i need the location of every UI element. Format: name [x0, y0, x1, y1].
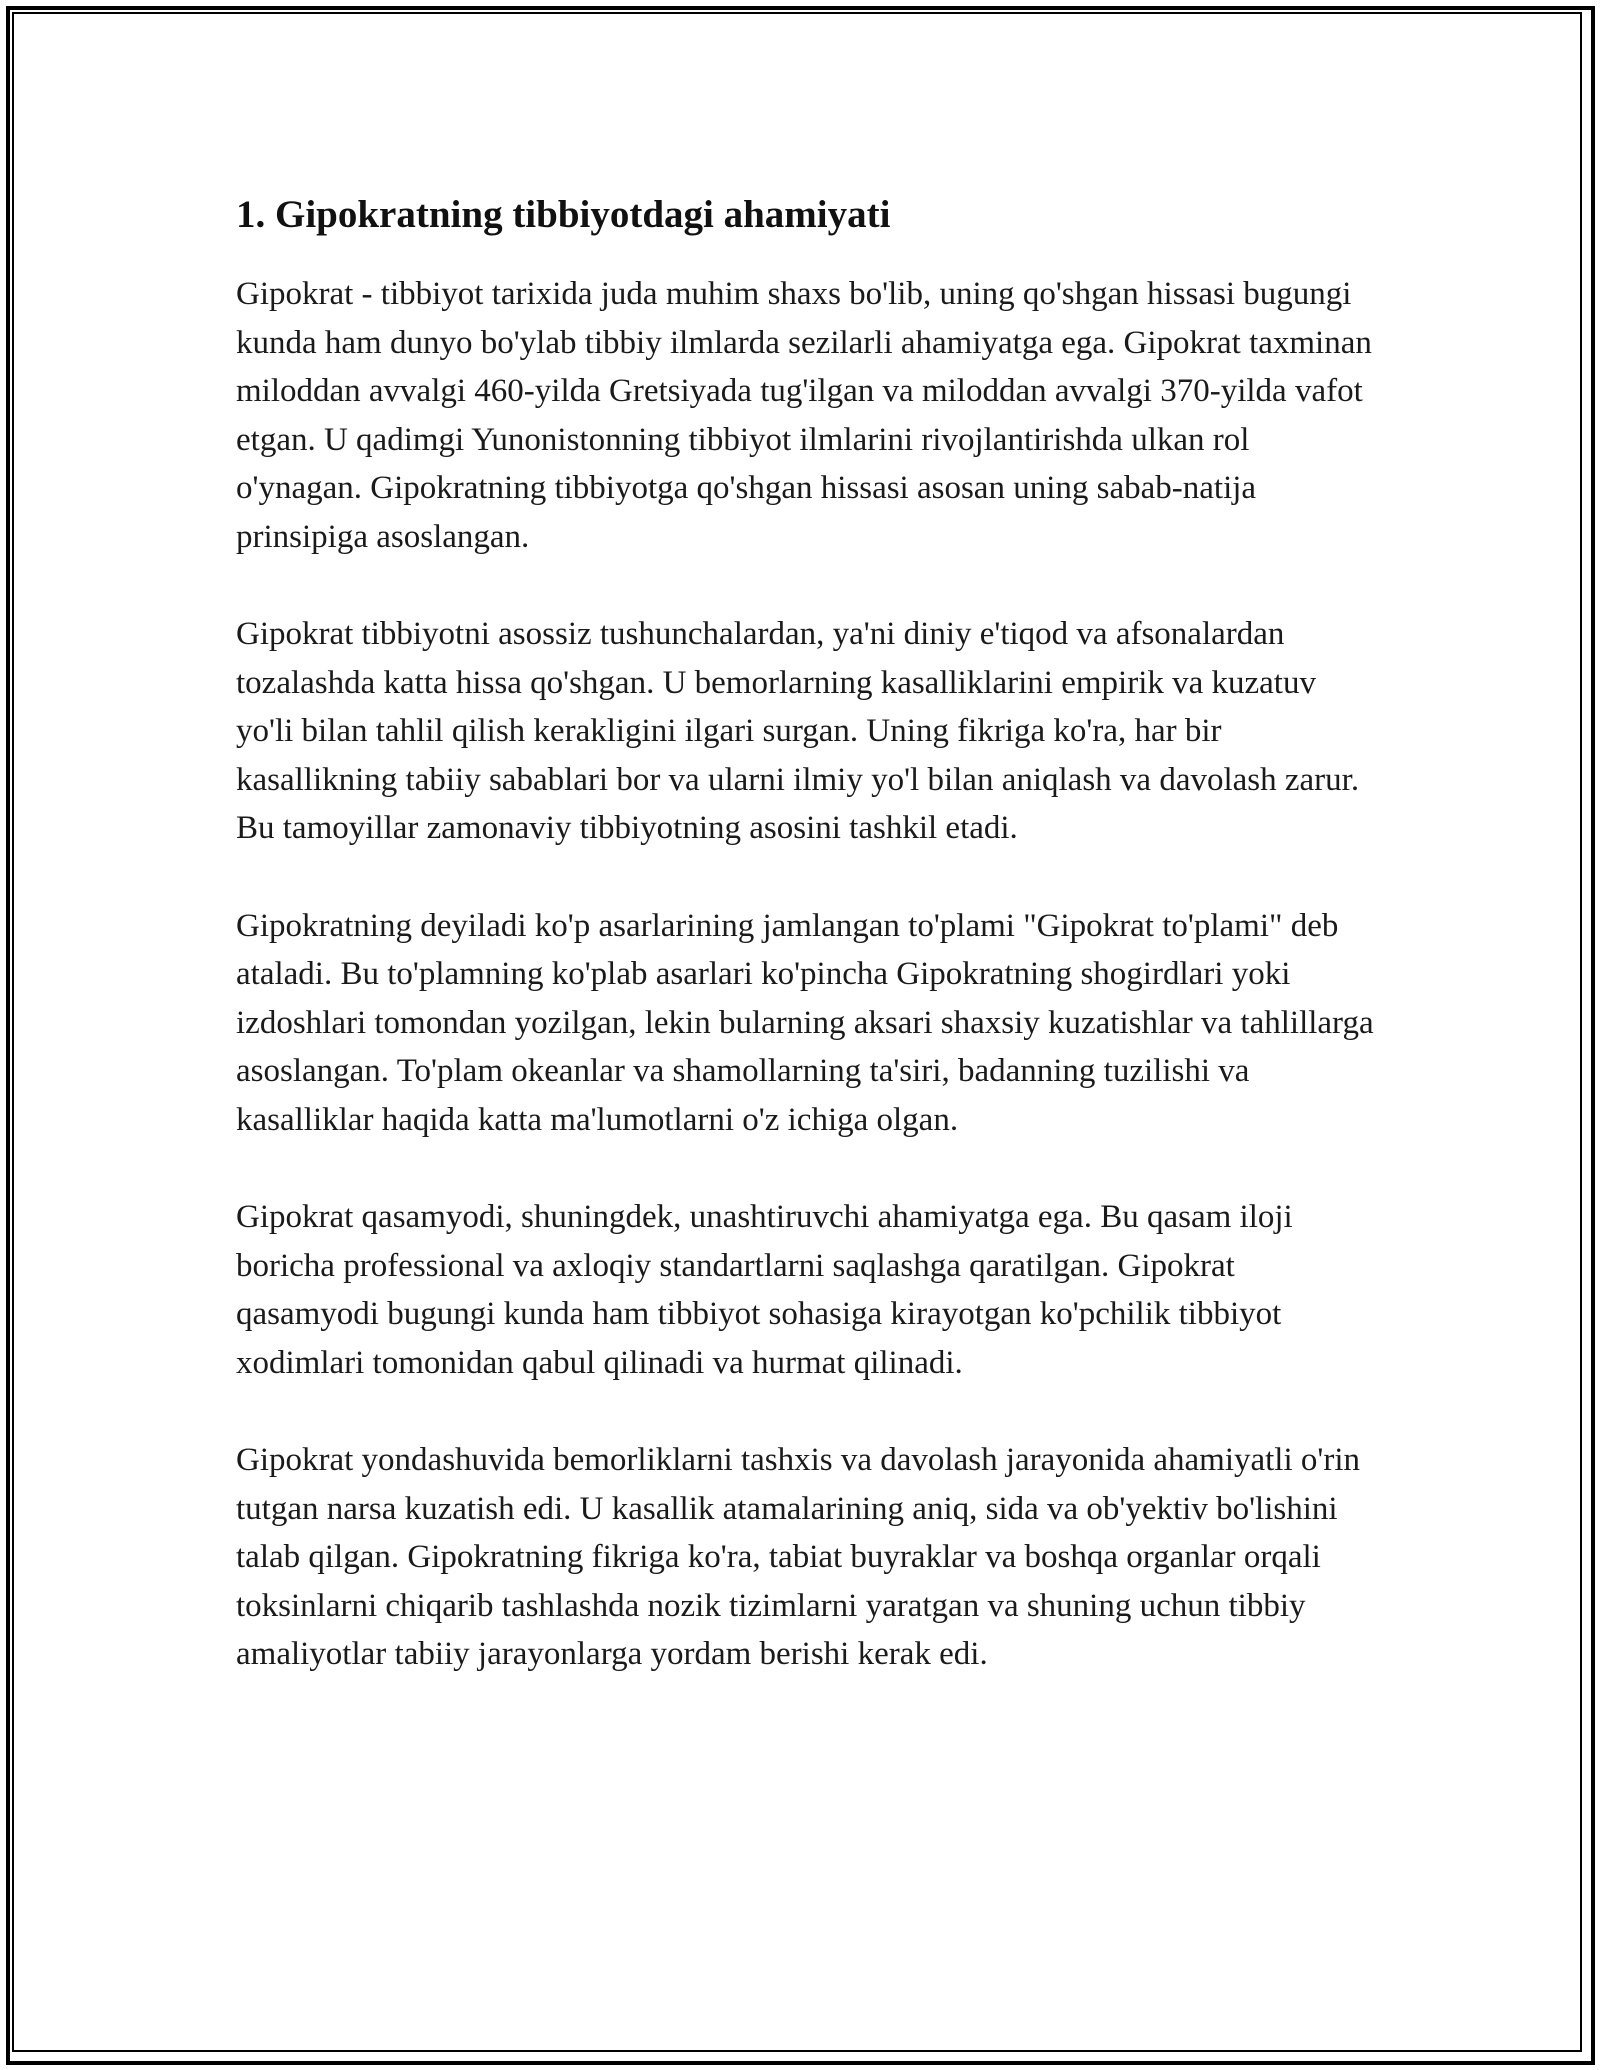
paragraph-5: Gipokrat yondashuvida bemorliklarni tashxis va davolash jarayonida ahamiyatli o'rin tutgan narsa kuzatish edi. U kasallik atamalarining aniq, sida va ob'yektiv bo'lishini talab qilgan. Gipokratning fikriga ko'ra, tabiat buyraklar va boshqa organlar orqali toksinlarni chiqarib tashlashda nozik tizimlarni yaratgan va shuning uchun tibbiy amaliyotlar tabiiy jarayonlarga yordam berishi kerak edi. — [236, 1442, 1360, 1672]
paragraph-4: Gipokrat qasamyodi, shuningdek, unashtiruvchi ahamiyatga ega. Bu qasam iloji boricha professional va axloqiy standartlarni saqlashga qaratilgan. Gipokrat qasamyodi bugungi kunda ham tibbiyot sohasiga kirayotgan ko'pchilik tibbiyot xodimlari tomonidan qabul qilinadi va hurmat qilinadi. — [236, 1199, 1293, 1381]
paragraph-1: Gipokrat - tibbiyot tarixida juda muhim shaxs bo'lib, uning qo'shgan hissasi bugungi kunda ham dunyo bo'ylab tibbiy ilmlarda sezilarli ahamiyatga ega. Gipokrat taxminan miloddan avvalgi 460-yilda Gretsiyada tug'ilgan va miloddan avvalgi 370-yilda vafot etgan. U qadimgi Yunonistonning tibbiyot ilmlarini rivojlantirishda ulkan rol o'ynagan. Gipokratning tibbiyotga qo'shgan hissasi asosan uning sabab-natija prinsipiga asoslangan. — [236, 276, 1372, 555]
paragraph-2: Gipokrat tibbiyotni asossiz tushunchalardan, ya'ni diniy e'tiqod va afsonalardan tozalashda katta hissa qo'shgan. U bemorlarning kasalliklarini empirik va kuzatuv yo'li bilan tahlil qilish kerakligini ilgari surgan. Uning fikriga ko'ra, har bir kasallikning tabiiy sabablari bor va ularni ilmiy yo'l bilan aniqlash va davolash zarur. Bu tamoyillar zamonaviy tibbiyotning asosini tashkil etadi. — [236, 616, 1360, 846]
paragraph-3: Gipokratning deyiladi ko'p asarlarining jamlangan to'plami "Gipokrat to'plami" deb ataladi. Bu to'plamning ko'plab asarlari ko'pincha Gipokratning shogirdlari yoki izdoshlari tomondan yozilgan, lekin bularning aksari shaxsiy kuzatishlar va tahlillarga asoslangan. To'plam okeanlar va shamollarning ta'siri, badanning tuzilishi va kasalliklar haqida katta ma'lumotlarni o'z ichiga olgan. — [236, 907, 1374, 1138]
section-heading: 1. Gipokratning tibbiyotdagi ahamiyati — [236, 193, 891, 236]
document-body — [236, 182, 1376, 1728]
